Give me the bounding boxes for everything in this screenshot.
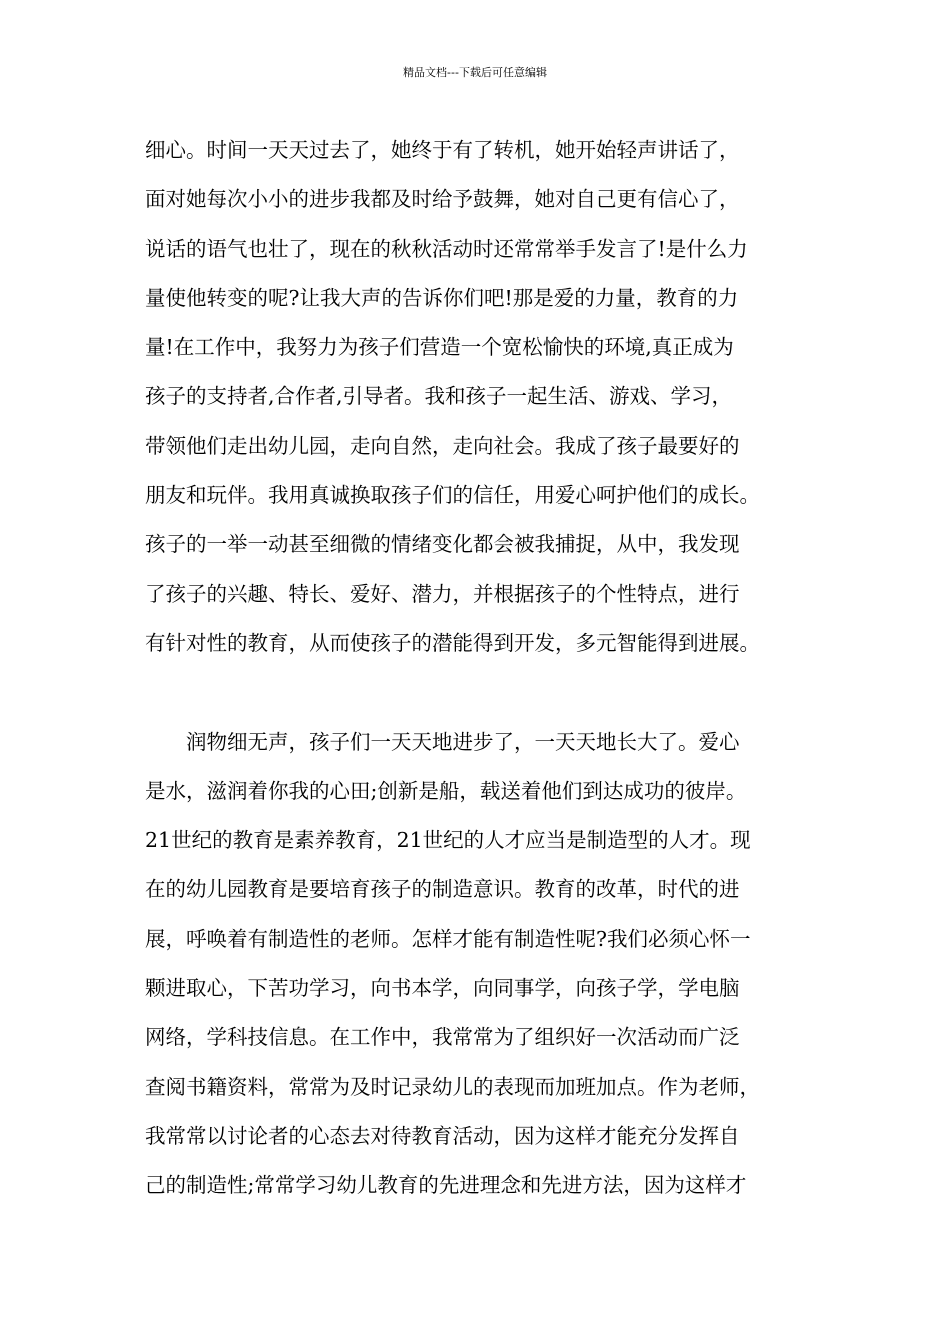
page-header: 精品文档---下载后可任意编辑 — [403, 66, 547, 79]
text-line: 21世纪的教育是素养教育，21世纪的人才应当是制造型的人才。现 — [145, 828, 751, 853]
paragraph-1 — [145, 126, 830, 668]
text-line: 是水，滋润着你我的心田;创新是船，载送着他们到达成功的彼岸。 — [145, 778, 747, 803]
text-line: 己的制造性;常常学习幼儿教育的先进理念和先进方法，因为这样才 — [145, 1173, 747, 1198]
document-body — [145, 126, 830, 1211]
text-line: 在的幼儿园教育是要培育孩子的制造意识。教育的改革，时代的进 — [145, 877, 740, 902]
text-line: 说话的语气也壮了，现在的秋秋活动时还常常举手发言了!是什么力 — [145, 236, 748, 261]
text-line: 带领他们走出幼儿园，走向自然，走向社会。我成了孩子最要好的 — [145, 433, 740, 458]
text-line: 我常常以讨论者的心态去对待教育活动，因为这样才能充分发挥自 — [145, 1123, 740, 1148]
text-line: 孩子的支持者,合作者,引导者。我和孩子一起生活、游戏、学习， — [145, 384, 733, 409]
text-line: 细心。时间一天天过去了，她终于有了转机，她开始轻声讲话了， — [145, 138, 740, 162]
text-line: 查阅书籍资料，常常为及时记录幼儿的表现而加班加点。作为老师， — [145, 1074, 760, 1099]
text-line: 网络，学科技信息。在工作中，我常常为了组织好一次活动而广泛 — [145, 1025, 740, 1050]
text-line: 了孩子的兴趣、特长、爱好、潜力，并根据孩子的个性特点，进行 — [145, 581, 740, 606]
paragraph-gap — [145, 668, 830, 717]
text-line: 有针对性的教育，从而使孩子的潜能得到开发，多元智能得到进展。 — [145, 630, 760, 655]
text-line: 展，呼唤着有制造性的老师。怎样才能有制造性呢?我们必须心怀一 — [145, 926, 751, 951]
text-line: 量!在工作中，我努力为孩子们营造一个宽松愉快的环境,真正成为 — [145, 335, 734, 360]
paragraph-2 — [145, 718, 830, 1211]
text-line: 面对她每次小小的进步我都及时给予鼓舞，她对自己更有信心了， — [145, 187, 740, 212]
text-line: 孩子的一举一动甚至细微的情绪变化都会被我捕捉，从中，我发现 — [145, 532, 740, 557]
text-line: 润物细无声，孩子们一天天地进步了，一天天地长大了。爱心 — [145, 729, 740, 754]
text-line: 量使他转变的呢?让我大声的告诉你们吧!那是爱的力量，教育的力 — [145, 285, 739, 310]
text-line: 朋友和玩伴。我用真诚换取孩子们的信任，用爱心呵护他们的成长。 — [145, 483, 760, 508]
text-line: 颗进取心，下苦功学习，向书本学，向同事学，向孩子学，学电脑 — [145, 976, 740, 1001]
